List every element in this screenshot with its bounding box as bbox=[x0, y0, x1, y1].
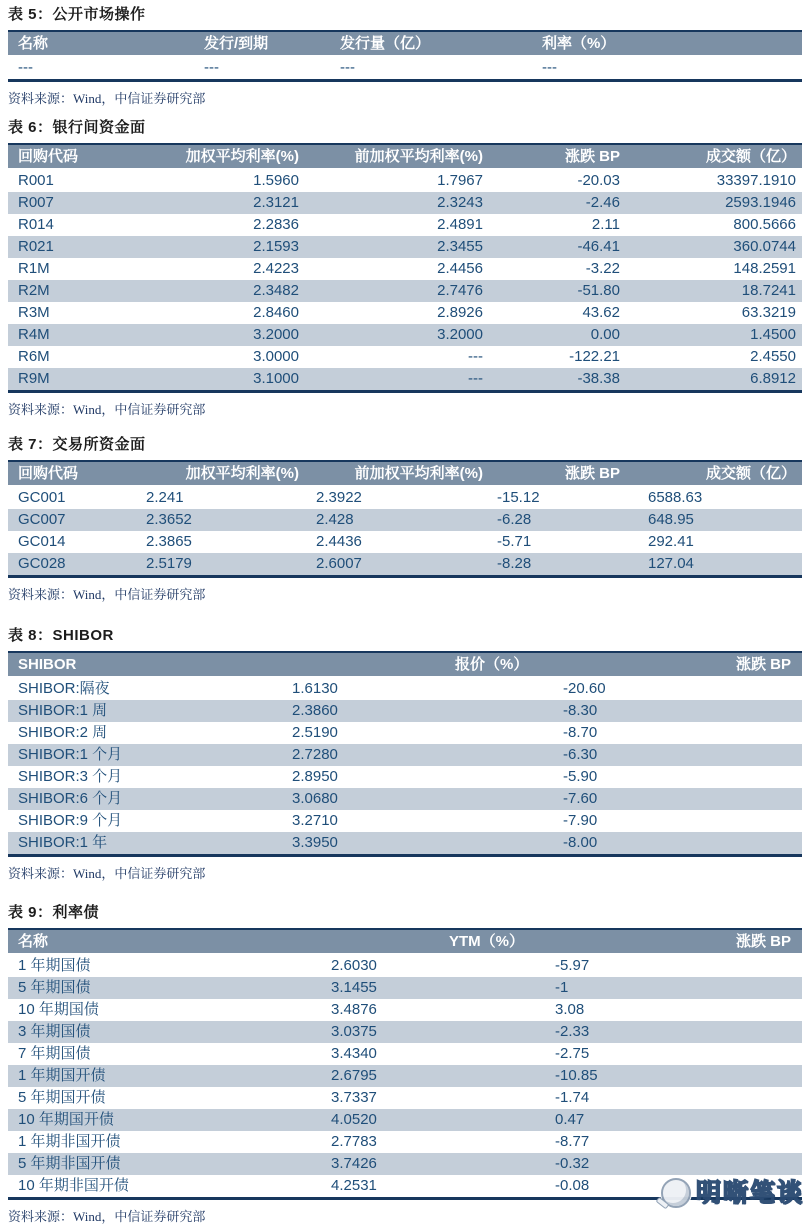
cell: R1M bbox=[18, 260, 50, 277]
cell: GC001 bbox=[18, 489, 66, 506]
cell: -8.77 bbox=[555, 1133, 590, 1150]
column-header: SHIBOR bbox=[18, 655, 77, 673]
cell: 3.1000 bbox=[253, 370, 299, 387]
cell: 2.5190 bbox=[292, 724, 338, 741]
cell: SHIBOR:1 年 bbox=[18, 834, 108, 851]
column-header: 前加权平均利率(%) bbox=[354, 147, 483, 165]
cell: -1.74 bbox=[555, 1089, 590, 1106]
cell: 3 年期国债 bbox=[18, 1023, 91, 1040]
cell: 2.7783 bbox=[331, 1133, 377, 1150]
cell: 2.4436 bbox=[316, 533, 362, 550]
table-block-t6 bbox=[8, 119, 802, 418]
cell: 2.3243 bbox=[437, 194, 483, 211]
cell: 5 年期国开债 bbox=[18, 1089, 106, 1106]
cell: 10 年期国债 bbox=[18, 1001, 99, 1018]
data-table bbox=[8, 30, 802, 82]
column-header: 发行/到期 bbox=[204, 34, 269, 52]
cell: -46.41 bbox=[577, 238, 620, 255]
cell: 3.2710 bbox=[292, 812, 338, 829]
table-header-row bbox=[8, 32, 802, 57]
column-header: 回购代码 bbox=[18, 464, 79, 482]
cell: --- bbox=[468, 348, 483, 365]
cell: R007 bbox=[18, 194, 54, 211]
cell: GC007 bbox=[18, 511, 66, 528]
table-header-row bbox=[8, 653, 802, 678]
table-row bbox=[8, 302, 802, 324]
cell: 648.95 bbox=[648, 511, 694, 528]
cell: 2.428 bbox=[316, 511, 354, 528]
cell: 2593.1946 bbox=[725, 194, 796, 211]
cell: 2.6030 bbox=[331, 957, 377, 974]
cell: 2.3860 bbox=[292, 702, 338, 719]
cell: -7.90 bbox=[563, 812, 598, 829]
table-row bbox=[8, 531, 802, 553]
cell: 2.4223 bbox=[253, 260, 299, 277]
table-row bbox=[8, 57, 802, 79]
cell: 1 年期国债 bbox=[18, 957, 91, 974]
cell: 3.4876 bbox=[331, 1001, 377, 1018]
table-row bbox=[8, 214, 802, 236]
table-row bbox=[8, 678, 802, 700]
cell: -1 bbox=[555, 979, 569, 996]
cell: 3.0000 bbox=[253, 348, 299, 365]
cell: -5.97 bbox=[555, 957, 590, 974]
cell: -5.71 bbox=[497, 533, 532, 550]
source-note: 资料来源：Wind，中信证券研究部 bbox=[8, 402, 206, 417]
cell: 2.4456 bbox=[437, 260, 483, 277]
cell: 2.3482 bbox=[253, 282, 299, 299]
cell: 3.7426 bbox=[331, 1155, 377, 1172]
table-title: 表 6：银行间资金面 bbox=[8, 119, 146, 136]
cell: -6.28 bbox=[497, 511, 532, 528]
cell: 2.5179 bbox=[146, 555, 192, 572]
table-row bbox=[8, 700, 802, 722]
table-row bbox=[8, 192, 802, 214]
cell: 3.4340 bbox=[331, 1045, 377, 1062]
cell: 2.8926 bbox=[437, 304, 483, 321]
cell: -51.80 bbox=[577, 282, 620, 299]
cell: SHIBOR:1 个月 bbox=[18, 746, 123, 763]
table-row bbox=[8, 744, 802, 766]
column-header: 回购代码 bbox=[18, 147, 79, 165]
column-header: 涨跌 BP bbox=[735, 932, 791, 950]
cell: 3.1455 bbox=[331, 979, 377, 996]
cell: 5 年期非国开债 bbox=[18, 1155, 121, 1172]
cell: 0.00 bbox=[590, 326, 620, 343]
cell: --- bbox=[18, 59, 33, 76]
cell: 43.62 bbox=[582, 304, 620, 321]
table-row bbox=[8, 955, 802, 977]
table-row bbox=[8, 1021, 802, 1043]
cell: R3M bbox=[18, 304, 50, 321]
column-header: 成交额（亿） bbox=[705, 464, 796, 482]
table-row bbox=[8, 1153, 802, 1175]
column-header: 利率（%） bbox=[542, 34, 616, 52]
table-title: 表 5：公开市场操作 bbox=[8, 6, 146, 23]
data-table bbox=[8, 928, 804, 1207]
cell: SHIBOR:1 周 bbox=[18, 702, 108, 719]
cell: SHIBOR:2 周 bbox=[18, 724, 108, 741]
cell: R014 bbox=[18, 216, 54, 233]
table-row bbox=[8, 1109, 802, 1131]
table-row bbox=[8, 280, 802, 302]
cell: 2.7280 bbox=[292, 746, 338, 763]
cell: R4M bbox=[18, 326, 50, 343]
table-row bbox=[8, 553, 802, 575]
cell: SHIBOR:9 个月 bbox=[18, 812, 123, 829]
table-row bbox=[8, 346, 802, 368]
table-row bbox=[8, 1065, 802, 1087]
cell: 292.41 bbox=[648, 533, 694, 550]
cell: -122.21 bbox=[569, 348, 620, 365]
cell: -0.32 bbox=[555, 1155, 590, 1172]
cell: -5.90 bbox=[563, 768, 598, 785]
cell: -8.00 bbox=[563, 834, 598, 851]
cell: SHIBOR:6 个月 bbox=[18, 790, 123, 807]
table-title: 表 8：SHIBOR bbox=[8, 627, 114, 644]
table-row bbox=[8, 324, 802, 346]
cell: -8.28 bbox=[497, 555, 532, 572]
cell: 2.6795 bbox=[331, 1067, 377, 1084]
table-header-row bbox=[8, 930, 802, 955]
cell: -2.33 bbox=[555, 1023, 590, 1040]
cell: 2.8950 bbox=[292, 768, 338, 785]
watermark-text: 明晰笔谈 bbox=[695, 1178, 804, 1207]
cell: 3.08 bbox=[555, 1001, 585, 1018]
cell: 2.2836 bbox=[253, 216, 299, 233]
cell: 148.2591 bbox=[733, 260, 796, 277]
cell: 1.5960 bbox=[253, 172, 299, 189]
table-row bbox=[8, 1043, 802, 1065]
cell: 2.241 bbox=[146, 489, 184, 506]
table-row bbox=[8, 258, 802, 280]
cell: 2.11 bbox=[591, 216, 620, 233]
table-row bbox=[8, 487, 802, 509]
cell: 1 年期非国开债 bbox=[18, 1133, 121, 1150]
cell: -2.75 bbox=[555, 1045, 590, 1062]
cell: 127.04 bbox=[648, 555, 694, 572]
table-block-t5 bbox=[8, 6, 802, 107]
table-title: 表 7：交易所资金面 bbox=[8, 436, 146, 453]
table-header-row bbox=[8, 145, 802, 170]
cell: -20.60 bbox=[563, 680, 606, 697]
column-header: 加权平均利率(%) bbox=[185, 464, 299, 482]
cell: 2.3865 bbox=[146, 533, 192, 550]
column-header: 涨跌 BP bbox=[564, 147, 620, 165]
cell: 4.2531 bbox=[331, 1177, 377, 1194]
cell: GC014 bbox=[18, 533, 66, 550]
column-header: 成交额（亿） bbox=[705, 147, 796, 165]
cell: 2.3922 bbox=[316, 489, 362, 506]
cell: --- bbox=[340, 59, 355, 76]
table-row bbox=[8, 999, 802, 1021]
cell: 10 年期非国开债 bbox=[18, 1177, 129, 1194]
cell: -8.30 bbox=[563, 702, 598, 719]
cell: -3.22 bbox=[585, 260, 620, 277]
table-row bbox=[8, 509, 802, 531]
source-note: 资料来源：Wind，中信证券研究部 bbox=[8, 1209, 206, 1224]
table-row bbox=[8, 236, 802, 258]
cell: 5 年期国债 bbox=[18, 979, 91, 996]
cell: R2M bbox=[18, 282, 50, 299]
cell: 0.47 bbox=[555, 1111, 585, 1128]
cell: 2.6007 bbox=[316, 555, 362, 572]
column-header: 前加权平均利率(%) bbox=[354, 464, 483, 482]
cell: --- bbox=[542, 59, 557, 76]
cell: 3.2000 bbox=[253, 326, 299, 343]
cell: --- bbox=[468, 370, 483, 387]
cell: -7.60 bbox=[563, 790, 598, 807]
cell: 2.3652 bbox=[146, 511, 192, 528]
cell: -2.46 bbox=[585, 194, 620, 211]
column-header: 涨跌 BP bbox=[735, 655, 791, 673]
table-row bbox=[8, 368, 802, 390]
table-row bbox=[8, 788, 802, 810]
cell: -0.08 bbox=[555, 1177, 590, 1194]
table-title: 表 9：利率债 bbox=[8, 904, 100, 921]
column-header: 加权平均利率(%) bbox=[185, 147, 299, 165]
table-row bbox=[8, 977, 802, 999]
source-note: 资料来源：Wind，中信证券研究部 bbox=[8, 587, 206, 602]
cell: 1 年期国开债 bbox=[18, 1067, 106, 1084]
cell: R6M bbox=[18, 348, 50, 365]
table-row bbox=[8, 810, 802, 832]
cell: 1.4500 bbox=[750, 326, 796, 343]
table-row bbox=[8, 766, 802, 788]
cell: 4.0520 bbox=[331, 1111, 377, 1128]
cell: 6588.63 bbox=[648, 489, 703, 506]
cell: SHIBOR:3 个月 bbox=[18, 768, 123, 785]
table-row bbox=[8, 832, 802, 854]
cell: R9M bbox=[18, 370, 50, 387]
table-row bbox=[8, 1087, 802, 1109]
column-header: 名称 bbox=[18, 34, 49, 52]
cell: --- bbox=[204, 59, 219, 76]
cell: 1.6130 bbox=[292, 680, 338, 697]
cell: 3.2000 bbox=[437, 326, 483, 343]
column-header: 涨跌 BP bbox=[564, 464, 620, 482]
column-header: 名称 bbox=[18, 932, 49, 950]
cell: 2.3121 bbox=[253, 194, 299, 211]
cell: 360.0744 bbox=[733, 238, 796, 255]
cell: -8.70 bbox=[563, 724, 598, 741]
cell: SHIBOR:隔夜 bbox=[18, 680, 110, 697]
data-table bbox=[8, 143, 802, 393]
table-row bbox=[8, 722, 802, 744]
source-note: 资料来源：Wind，中信证券研究部 bbox=[8, 866, 206, 881]
table-row bbox=[8, 170, 802, 192]
cell: 2.1593 bbox=[253, 238, 299, 255]
column-header: YTM（%） bbox=[449, 932, 525, 950]
cell: 800.5666 bbox=[733, 216, 796, 233]
cell: -6.30 bbox=[563, 746, 598, 763]
table-header-row bbox=[8, 462, 802, 487]
cell: -10.85 bbox=[555, 1067, 598, 1084]
cell: 3.0680 bbox=[292, 790, 338, 807]
table-row bbox=[8, 1175, 802, 1197]
cell: 3.7337 bbox=[331, 1089, 377, 1106]
cell: 10 年期国开债 bbox=[18, 1111, 114, 1128]
table-block-t9 bbox=[8, 904, 802, 1225]
table-block-t7 bbox=[8, 436, 802, 603]
cell: GC028 bbox=[18, 555, 66, 572]
cell: 3.0375 bbox=[331, 1023, 377, 1040]
cell: 2.4550 bbox=[750, 348, 796, 365]
tables-container bbox=[8, 6, 802, 1225]
data-table bbox=[8, 460, 802, 578]
cell: 1.7967 bbox=[437, 172, 483, 189]
cell: 18.7241 bbox=[741, 282, 796, 299]
cell: 6.8912 bbox=[750, 370, 796, 387]
data-table bbox=[8, 651, 802, 857]
cell: R021 bbox=[18, 238, 54, 255]
column-header: 发行量（亿） bbox=[340, 34, 431, 52]
cell: 2.8460 bbox=[253, 304, 299, 321]
cell: 63.3219 bbox=[741, 304, 796, 321]
cell: 3.3950 bbox=[292, 834, 338, 851]
column-header: 报价（%） bbox=[455, 655, 529, 673]
cell: 2.7476 bbox=[437, 282, 483, 299]
cell: -15.12 bbox=[497, 489, 540, 506]
cell: 33397.1910 bbox=[716, 172, 796, 189]
cell: 2.3455 bbox=[437, 238, 483, 255]
cell: 2.4891 bbox=[437, 216, 483, 233]
cell: -38.38 bbox=[577, 370, 620, 387]
source-note: 资料来源：Wind，中信证券研究部 bbox=[8, 91, 206, 106]
cell: R001 bbox=[18, 172, 54, 189]
cell: 7 年期国债 bbox=[18, 1045, 91, 1062]
table-row bbox=[8, 1131, 802, 1153]
cell: -20.03 bbox=[577, 172, 620, 189]
table-block-t8 bbox=[8, 627, 802, 882]
